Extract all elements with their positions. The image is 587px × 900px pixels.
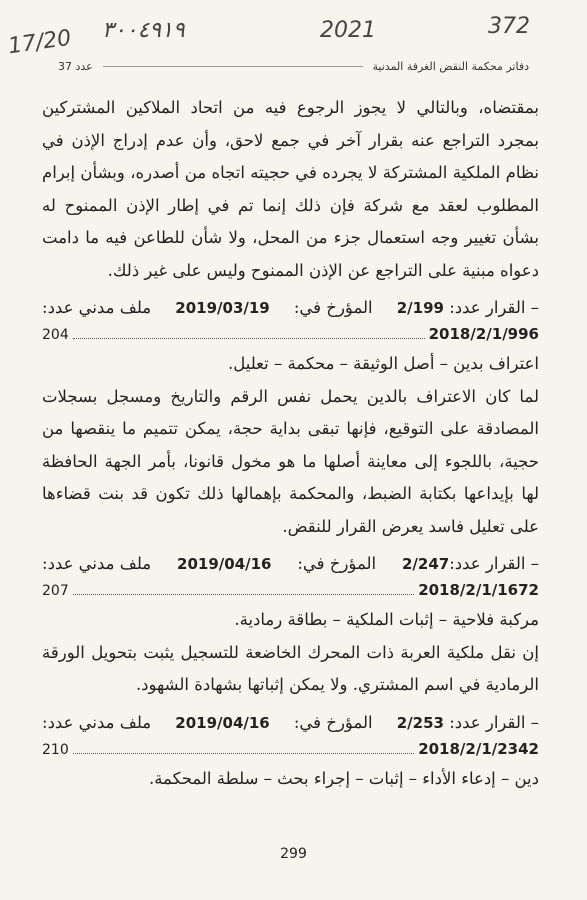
ruling-prefix: – القرار عدد:: [449, 298, 539, 317]
ruling-page: 207: [42, 583, 69, 599]
ruling-file-label: ملف مدني عدد:: [42, 298, 152, 317]
ruling-file-number: 2018/2/1/2342: [418, 739, 539, 758]
ruling-prefix: – القرار عدد:: [449, 554, 539, 573]
ruling-file-label: ملف مدني عدد:: [42, 712, 152, 732]
running-header: [58, 60, 529, 73]
ruling-decision: 2/247: [401, 555, 450, 573]
ruling-dated-label: المؤرخ في:: [293, 298, 373, 317]
page-content: [42, 92, 539, 795]
intro-paragraph: بمقتضاه، وبالتالي لا يجوز الرجوع فيه من اتحاد الملاكين المشتركين بمجرد التراجع عنه بقرار آخر في جمع لاحق، وأن عدم إدراج الإذن في نظام الملكية المشتركة لا يجرده في حجيته اتجاه من أصدره، وبشأن إبرام المطلوب لعقد مع شركة فإن ذلك إنما تم في إطار الإذن الممنوح له بشأن تغيير وجه استعمال جزء من المحل، ولا شأن للطاعن فيه ما دامت دعواه مبنية على التراجع عن الإذن الممنوح وليس على غير ذلك.: [42, 98, 539, 280]
handwritten-code: ٣٠٠٤٩١٩: [102, 18, 185, 43]
ruling-citation: [42, 295, 539, 348]
section-heading: اعتراف بدين – أصل الوثيقة – محكمة – تعليل.: [227, 354, 539, 373]
leader-dots: [73, 338, 425, 339]
handwritten-year: 2021: [320, 18, 376, 43]
header-rule: [103, 66, 363, 67]
ruling-date: 2019/03/19: [175, 299, 270, 317]
ruling-decision: 2/199: [396, 299, 444, 317]
page-number: 299: [280, 846, 307, 862]
handwritten-page-mark: 17/20: [6, 25, 73, 60]
leader-dots: [73, 753, 414, 754]
handwritten-number: 372: [488, 14, 530, 39]
ruling-decision: 2/253: [396, 713, 444, 732]
ruling-file-number: 2018/2/1/1672: [418, 581, 539, 599]
leader-dots: [73, 594, 414, 595]
ruling-file-label: ملف مدني عدد:: [42, 554, 152, 573]
summary-paragraph: إن نقل ملكية العربة ذات المحرك الخاضعة للتسجيل يثبت بتحويل الورقة الرمادية في اسم المشتري. ولا يمكن إثباتها بشهادة الشهود.: [42, 642, 539, 694]
ruling-page: 204: [42, 327, 69, 343]
section-heading: مركبة فلاحية – إثبات الملكية – بطاقة رمادية.: [234, 610, 539, 629]
ruling-file-number: 2018/2/1/996: [428, 325, 539, 343]
ruling-prefix: – القرار عدد:: [449, 712, 539, 732]
summary-paragraph: لما كان الاعتراف بالدين يحمل نفس الرقم والتاريخ ومسجل بسجلات المصادقة على التوقيع، فإنها تبقى بداية حجة، يمكن تتميم ما ينقصها من حجية، باللجوء إلى معاينة أصلها ما هو مخول قانونا، بأمر الجهة الحافظة لها بإيداعها بكتابة الضبط، والمحكمة بإهمالها ذلك تكون قد بنت قضاءها على تعليل فاسد يعرض القرار للنقض.: [42, 386, 539, 536]
ruling-citation: [42, 551, 539, 604]
section-heading: دين – إدعاء الأداء – إثبات – إجراء بحث – سلطة المحكمة.: [148, 768, 539, 788]
ruling-date: 2019/04/16: [175, 713, 270, 732]
ruling-dated-label: المؤرخ في:: [297, 554, 377, 573]
header-issue: عدد 37: [58, 60, 93, 73]
ruling-citation: [42, 710, 539, 763]
ruling-page: 210: [42, 741, 69, 758]
header-title: دفاتر محكمة النقض الغرفة المدنية: [372, 60, 529, 73]
ruling-date: 2019/04/16: [177, 555, 272, 573]
ruling-dated-label: المؤرخ في:: [293, 712, 373, 732]
